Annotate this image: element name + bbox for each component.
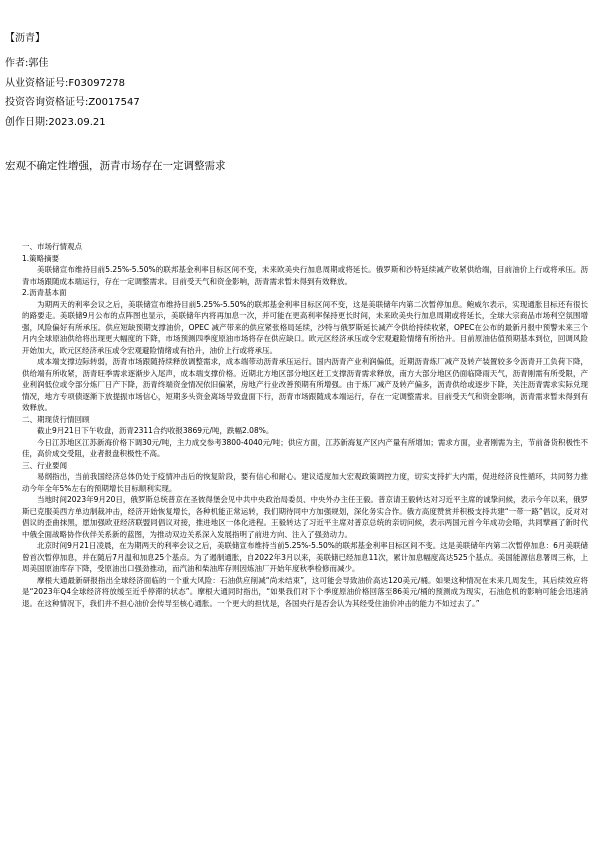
paragraph: 成本端支撑边际转弱，沥青市场跟随持续释放调整需求，成本端带动沥青承压运行。国内沥青产业利润偏低，近期沥青炼厂减产及转产装置较多令沥青开工负荷下降，供给端有所收紧，沥青旺季需求逐渐步入尾声，成本端支撑价格。近期北方地区部分地区赶工支撑沥青需求释放，南方大部分地区仍面临降雨天气，沥青刚需有所受限，产业利润低位或令部分炼厂日产下降，沥青终端资金情况依旧偏紧，房地产行业改善预期有所增强。由于炼厂减产及转产偏多，沥青供给或逐步下降，关注沥青需求实际兑现情况，地方专项债逐渐下放提振市场信心，短期多头资金离场导致盘面下行，沥青市场跟随成本端运行，存在一定调整需求。目前受天气和资金影响，沥青需求暂未得到有效释放。 [22, 357, 588, 412]
section-heading: 二、期现货行情回顾 [22, 414, 90, 424]
paragraph: 截止9月21日下午收盘，沥青2311合约收报3869元/吨，跌幅2.08%。 [37, 426, 274, 435]
creation-date-line: 创作日期:2023.09.21 [5, 117, 106, 128]
report-category-tag: 【沥青】 [5, 33, 45, 44]
paragraph: 易纲指出，当前我国经济总体仍处于疫情冲击后的恢复阶段，要有信心和耐心。建议适度加大宏观政策调控力度，切实支持扩大内需，促进经济良性循环，共同努力推动今年全年5%左右的预期增长目标顺利实现。 [22, 472, 588, 493]
report-body [22, 241, 588, 609]
section-heading: 一、市场行情观点 [22, 242, 82, 251]
license-number-line: 从业资格证号:F03097278 [5, 78, 126, 89]
paragraph: 美联储宣布维持目前5.25%-5.50%的联邦基金利率目标区间不变，未来欧美央行加息周期或将延长。俄罗斯和沙特延续减产收紧供给端，目前油价上行或将承压。沥青市场跟随成本端运行，存在一定调整需求。目前受天气和资金影响，沥青需求暂未得到有效释放。 [22, 265, 588, 286]
section-subheading: 1.策略摘要 [22, 253, 60, 263]
author-line: 作者:郭佳 [5, 58, 49, 69]
paragraph: 为期两天的利率会议之后，美联储宣布维持目前5.25%-5.50%的联邦基金利率目标区间不变，这是美联储年内第二次暂停加息。鲍威尔表示，实现通胀目标还有很长的路要走。美联储9月公布的点阵图也显示，美联储年内将再加息一次，并可能在更高利率保持更长时间，未来欧美央行加息周期或将延长，全球大宗商品市场利空氛围增强，风险偏好有所承压。供应短缺预期支撑油价，OPEC 减产带来的供应紧张格局延续，沙特与俄罗斯延长减产令供给持续收紧，OPEC在公布的最新月报中预警未来三个月内全球原油供给将出现更大幅度的下降，市场预测四季度原油市场将存在供应缺口。欧元区经济承压或令宏观避险情绪有所抬升。目前原油估值预期基本到位，回调风险开始加大，欧元区经济承压或令宏观避险情绪或有抬升，油价上行或将承压。 [22, 299, 588, 355]
paragraph: 摩根大通最新研报指出全球经济面临的一个重大风险：石油供应削减“尚未结束”，这可能会导致油价高达120美元/桶。如果这种情况在未来几周发生，其后续效应将是“2023年Q4全球经济将放缓至近乎停滞的状态”。摩根大通同时指出，“如果我们对下个季度原油价格回落至86美元/桶的预测成为现实，石油危机的影响可能会迅速消退。在这种情况下，我们并不担心油价会传导至核心通胀。一个更大的担忧是，各国央行是否会认为其经受住油价冲击的能力不如过去了。” [22, 575, 588, 608]
report-headline: 宏观不确定性增强，沥青市场存在一定调整需求 [5, 160, 226, 172]
paragraph: 北京时间9月21日凌晨，在为期两天的利率会议之后，美联储宣布维持当前5.25%-5.50%的联邦基金利率目标区间不变。这是美联储年内第二次暂停加息：6月美联储曾首次暂停加息，并在随后7月温和加息25个基点。为了遏制通胀，自2022年3月以来，美联储已经加息11次，累计加息幅度高达525个基点。美国能源信息署周三称，上周美国原油库存下降，受原油出口强劲推动，而汽油和柴油库存则因炼油厂开始年度秋季检修而减少。 [22, 541, 588, 573]
paragraph: 今日江苏地区江苏新海价格下调30元/吨，主力成交参考3800-4040元/吨；供应方面，江苏新海复产区内产量有所增加；需求方面，业者刚需为主，节前备货积极性不佳，高价成交受阻，业者报盘积极性不高。 [22, 437, 588, 458]
section-subheading: 2.沥青基本面 [22, 288, 67, 297]
paragraph: 当地时间2023年9月20日，俄罗斯总统普京在圣彼得堡会见中共中央政治局委员、中央外办主任王毅。普京请王毅转达对习近平主席的诚挚问候，表示今年以来，俄罗斯已克服美西方单边制裁冲击，经济开始恢复增长，各种机能正常运转，我们期待同中方加强规划，深化务实合作。俄方高度赞赏并积极支持共建“一带一路”倡议，反对对倡议的歪曲抹黑，愿加强欧亚经济联盟同倡议对接，推进地区一体化进程。王毅转达了习近平主席对普京总统的亲切问候，表示两国元首今年成功会晤，共同擘画了新时代中俄全面战略协作伙伴关系新的蓝图，为推动双边关系深入发展指明了前进方向、注入了强劲动力。 [22, 495, 588, 539]
advisor-license-line: 投资咨询资格证号:Z0017547 [5, 97, 140, 108]
section-heading: 三、行业要闻 [22, 460, 67, 470]
